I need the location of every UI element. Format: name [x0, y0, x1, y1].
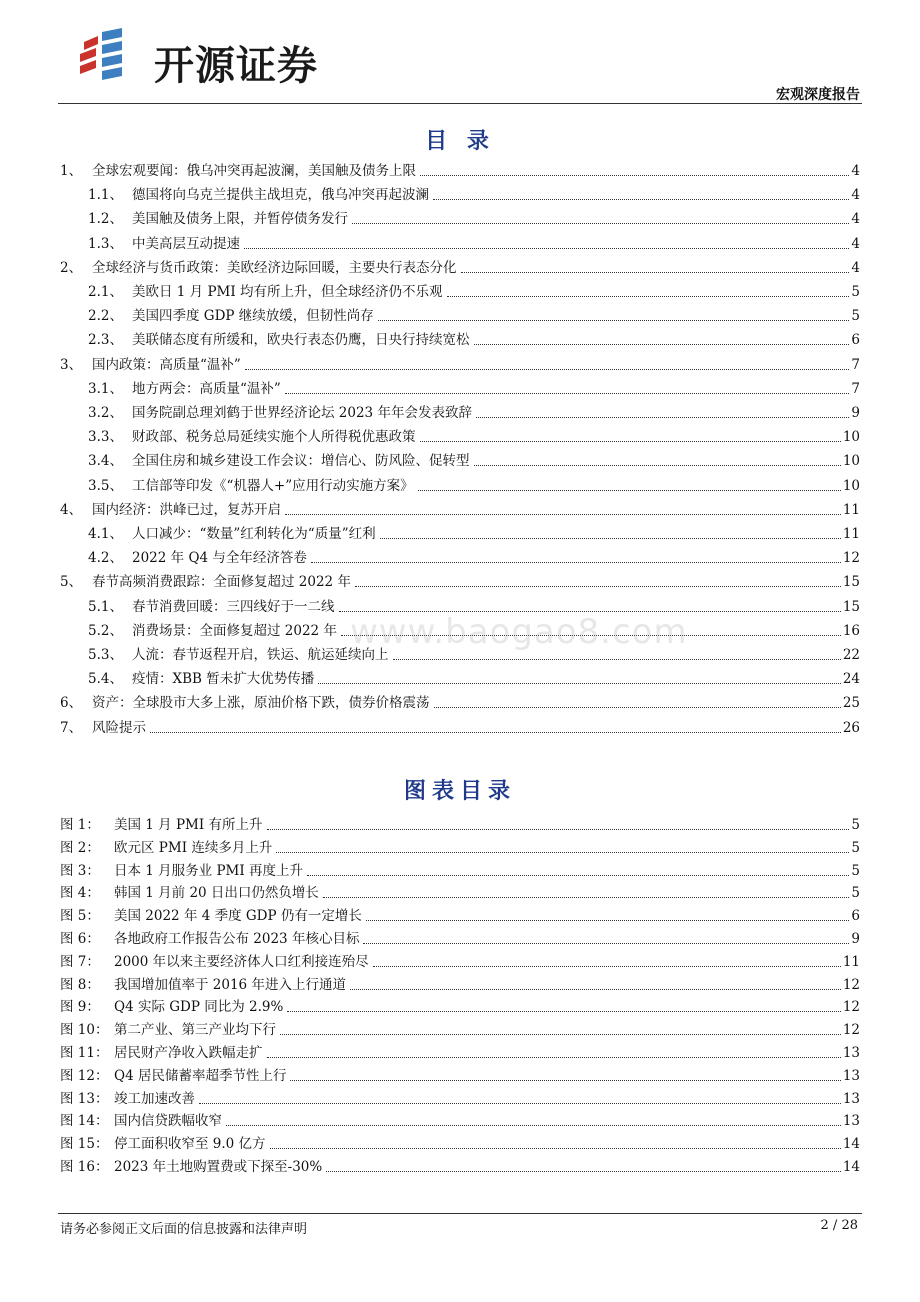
toc-entry[interactable]	[88, 378, 860, 398]
entry-number: 图 9：	[60, 999, 100, 1016]
entry-title: 美联储态度有所缓和，欧央行表态仍鹰，日央行持续宽松	[132, 332, 470, 349]
entry-number: 图 1：	[60, 817, 100, 833]
entry-page: 4	[851, 187, 860, 204]
dot-leader	[280, 1033, 841, 1035]
entry-page: 9	[851, 931, 860, 947]
entry-page: 24	[842, 671, 860, 688]
entry-page: 10	[842, 429, 860, 446]
toc-entry[interactable]	[88, 668, 860, 688]
entry-title: 消费场景：全面修复超过 2022 年	[132, 622, 337, 639]
figure-entry[interactable]	[60, 951, 860, 971]
entry-page: 4	[851, 259, 860, 276]
entry-title: 地方两会：高质量“温补”	[132, 380, 281, 397]
entry-number: 图 15：	[60, 1136, 109, 1153]
entry-title: 韩国 1 月前 20 日出口仍然负增长	[114, 885, 319, 902]
entry-title: 全球宏观要闻：俄乌冲突再起波澜，美国触及债务上限	[92, 163, 416, 179]
entry-title: 全国住房和城乡建设工作会议：增信心、防风险、促转型	[132, 453, 470, 470]
dot-leader	[433, 198, 849, 200]
entry-page: 5	[851, 862, 860, 879]
figure-entry[interactable]	[60, 860, 860, 880]
entry-title: 2000 年以来主要经济体人口红利接连殆尽	[114, 953, 369, 970]
entry-page: 6	[851, 908, 860, 925]
dot-leader	[287, 1010, 841, 1012]
entry-number: 2.2、	[88, 308, 123, 325]
entry-number: 3.1、	[88, 380, 123, 397]
entry-page: 12	[842, 550, 860, 567]
dot-leader	[366, 919, 850, 921]
dot-leader	[373, 965, 841, 967]
figure-entry[interactable]	[60, 814, 860, 834]
dot-leader	[363, 942, 849, 944]
toc-entry[interactable]	[88, 450, 860, 470]
footer-disclaimer: 请务必参阅正文后面的信息披露和法律声明	[60, 1222, 308, 1237]
entry-number: 4.1、	[88, 526, 123, 542]
entry-page: 11	[842, 501, 860, 518]
toc-entry[interactable]	[88, 523, 860, 543]
entry-page: 14	[842, 1159, 860, 1175]
dot-leader	[318, 682, 841, 684]
toc-entry[interactable]	[88, 184, 860, 204]
toc-entry[interactable]	[60, 571, 860, 591]
entry-title: 停工面积收窄至 9.0 亿方	[114, 1136, 266, 1153]
toc-entry[interactable]	[60, 692, 860, 712]
entry-page: 25	[842, 695, 860, 712]
entry-title: 美国触及债务上限，并暂停债务发行	[132, 211, 348, 228]
entry-page: 5	[851, 817, 860, 833]
entry-number: 图 8：	[60, 976, 100, 993]
entry-title: 各地政府工作报告公布 2023 年核心目标	[114, 931, 360, 947]
dot-leader	[326, 1170, 841, 1172]
entry-number: 图 13：	[60, 1090, 109, 1107]
entry-number: 5.2、	[88, 622, 123, 639]
figure-entry[interactable]	[60, 928, 860, 948]
entry-title: 人流：春节返程开启，铁运、航运延续向上	[132, 647, 389, 663]
dot-leader	[420, 440, 841, 442]
entry-title: Q4 实际 GDP 同比为 2.9%	[114, 999, 284, 1016]
entry-title: 德国将向乌克兰提供主战坦克，俄乌冲突再起波澜	[132, 187, 429, 204]
entry-page: 12	[842, 976, 860, 993]
entry-page: 4	[851, 235, 860, 252]
dot-leader	[270, 1147, 841, 1149]
entry-title: 春节消费回暖：三四线好于一二线	[132, 598, 335, 615]
figure-entry[interactable]	[60, 882, 860, 902]
entry-title: 美国 2022 年 4 季度 GDP 仍有一定增长	[114, 908, 362, 925]
entry-number: 图 6：	[60, 931, 100, 947]
figure-entry[interactable]	[60, 905, 860, 925]
entry-title: 美国 1 月 PMI 有所上升	[114, 817, 263, 833]
entry-title: 工信部等印发《“机器人+”应用行动实施方案》	[132, 477, 414, 494]
dot-leader	[418, 489, 841, 491]
entry-number: 6、	[60, 695, 83, 712]
logo-mark-icon	[76, 28, 146, 88]
dot-leader	[276, 851, 849, 853]
entry-number: 图 4：	[60, 885, 100, 902]
dot-leader	[285, 392, 850, 394]
figure-entry[interactable]	[60, 974, 860, 994]
dot-leader	[420, 174, 849, 176]
toc-entry[interactable]	[60, 354, 860, 374]
entry-page: 13	[842, 1045, 860, 1061]
entry-number: 图 2：	[60, 839, 100, 856]
entry-page: 5	[851, 284, 860, 300]
dot-leader	[447, 295, 850, 297]
figure-entry[interactable]	[60, 1110, 860, 1130]
entry-page: 16	[842, 622, 860, 639]
entry-number: 图 16：	[60, 1159, 109, 1175]
entry-page: 13	[842, 1113, 860, 1130]
entry-page: 5	[851, 839, 860, 856]
entry-number: 图 3：	[60, 862, 100, 879]
dot-leader	[474, 464, 841, 466]
dot-leader	[226, 1124, 841, 1126]
dot-leader	[461, 271, 850, 273]
header-divider	[58, 103, 862, 104]
figure-entry[interactable]	[60, 1042, 860, 1062]
dot-leader	[474, 343, 850, 345]
toc-entry[interactable]	[60, 717, 860, 737]
dot-leader	[393, 658, 841, 660]
entry-title: 国务院副总理刘鹤于世界经济论坛 2023 年年会发表致辞	[132, 405, 472, 421]
entry-title: 美国四季度 GDP 继续放缓，但韧性尚存	[132, 308, 374, 325]
dot-leader	[285, 513, 841, 515]
entry-page: 13	[842, 1090, 860, 1107]
dot-leader	[267, 828, 850, 830]
entry-page: 11	[842, 526, 860, 542]
toc-entry[interactable]	[60, 499, 860, 519]
entry-title: 国内信贷跌幅收窄	[114, 1113, 222, 1130]
entry-title: 2022 年 Q4 与全年经济答卷	[132, 550, 307, 567]
toc-entry[interactable]	[60, 160, 860, 180]
dot-leader	[290, 1079, 840, 1081]
entry-title: 国内经济：洪峰已过，复苏开启	[92, 501, 281, 518]
dot-leader	[434, 706, 841, 708]
entry-title: 春节高频消费跟踪：全面修复超过 2022 年	[92, 574, 351, 591]
dot-leader	[378, 319, 850, 321]
toc-entry[interactable]	[88, 208, 860, 228]
entry-number: 图 11：	[60, 1045, 109, 1061]
entry-number: 5.3、	[88, 647, 123, 663]
entry-title: 欧元区 PMI 连续多月上升	[114, 839, 273, 856]
entry-number: 7、	[60, 719, 83, 736]
figure-entry[interactable]	[60, 837, 860, 857]
entry-title: 疫情：XBB 暂未扩大优势传播	[132, 671, 315, 688]
toc-entry[interactable]	[88, 305, 860, 325]
entry-page: 11	[842, 953, 860, 970]
entry-number: 3.5、	[88, 477, 123, 494]
entry-title: 国内政策：高质量“温补”	[92, 356, 241, 373]
figure-entry[interactable]	[60, 996, 860, 1016]
entry-page: 12	[842, 1022, 860, 1039]
entry-number: 2.3、	[88, 332, 123, 349]
toc-entry[interactable]	[88, 475, 860, 495]
entry-number: 3.4、	[88, 453, 123, 470]
company-logo	[76, 28, 386, 88]
entry-title: 财政部、税务总局延续实施个人所得税优惠政策	[132, 429, 416, 446]
entry-number: 3.3、	[88, 429, 123, 446]
dot-leader	[352, 222, 849, 224]
brand-name: 开源证券	[154, 43, 318, 89]
entry-title: 风险提示	[92, 719, 146, 736]
entry-title: 我国增加值率于 2016 年进入上行通道	[114, 976, 346, 993]
dot-leader	[245, 368, 850, 370]
entry-page: 9	[851, 405, 860, 421]
entry-page: 10	[842, 477, 860, 494]
toc-entry[interactable]	[60, 257, 860, 277]
toc-entry[interactable]	[88, 426, 860, 446]
report-type-label: 宏观深度报告	[776, 87, 860, 103]
entry-page: 5	[851, 308, 860, 325]
entry-page: 22	[842, 647, 860, 663]
entry-number: 图 10：	[60, 1022, 109, 1039]
entry-title: 竣工加速改善	[114, 1090, 195, 1107]
dot-leader	[476, 416, 849, 418]
entry-title: 中美高层互动提速	[132, 235, 240, 252]
entry-number: 1.1、	[88, 187, 123, 204]
toc-entry[interactable]	[88, 402, 860, 422]
dot-leader	[199, 1102, 841, 1104]
entry-number: 4.2、	[88, 550, 123, 567]
page-number: 2 / 28	[820, 1218, 858, 1233]
entry-number: 图 7：	[60, 953, 100, 970]
entry-number: 5、	[60, 574, 83, 591]
dot-leader	[380, 537, 841, 539]
entry-number: 图 12：	[60, 1067, 109, 1084]
entry-title: 人口减少：“数量”红利转化为“质量”红利	[132, 526, 376, 542]
watermark: www.baogao8.com	[350, 612, 688, 652]
toc-entry[interactable]	[88, 233, 860, 253]
figures-title: 图表目录	[403, 778, 516, 804]
entry-number: 1.3、	[88, 235, 123, 252]
entry-page: 14	[842, 1136, 860, 1153]
footer-divider	[58, 1213, 862, 1214]
entry-title: 居民财产净收入跌幅走扩	[114, 1045, 263, 1061]
entry-number: 2、	[60, 259, 83, 276]
entry-number: 4、	[60, 501, 83, 518]
entry-title: 2023 年土地购置费或下探至-30%	[114, 1159, 323, 1175]
entry-number: 1.2、	[88, 211, 123, 228]
entry-number: 3、	[60, 356, 83, 373]
figure-entry[interactable]	[60, 1088, 860, 1108]
entry-number: 1、	[60, 163, 83, 179]
entry-title: 日本 1 月服务业 PMI 再度上升	[114, 862, 303, 879]
dot-leader	[355, 585, 841, 587]
entry-number: 2.1、	[88, 284, 123, 300]
toc-entry[interactable]	[88, 547, 860, 567]
entry-page: 7	[851, 380, 860, 397]
entry-page: 15	[842, 598, 860, 615]
entry-number: 5.4、	[88, 671, 123, 688]
figure-entry[interactable]	[60, 1133, 860, 1153]
entry-page: 13	[842, 1067, 860, 1084]
entry-title: Q4 居民储蓄率超季节性上行	[114, 1067, 287, 1084]
dot-leader	[244, 247, 849, 249]
figure-entry[interactable]	[60, 1156, 860, 1176]
dot-leader	[267, 1056, 841, 1058]
toc-entry[interactable]	[88, 281, 860, 301]
dot-leader	[150, 731, 841, 733]
entry-page: 4	[851, 211, 860, 228]
page-header	[58, 0, 862, 104]
toc-entry[interactable]	[88, 329, 860, 349]
dot-leader	[307, 874, 849, 876]
dot-leader	[311, 561, 841, 563]
entry-page: 5	[851, 885, 860, 902]
entry-page: 6	[851, 332, 860, 349]
entry-page: 4	[851, 163, 860, 179]
dot-leader	[323, 896, 849, 898]
entry-page: 7	[851, 356, 860, 373]
entry-page: 10	[842, 453, 860, 470]
entry-number: 图 5：	[60, 908, 100, 925]
dot-leader	[350, 988, 841, 990]
entry-title: 资产：全球股市大多上涨，原油价格下跌，债券价格震荡	[92, 695, 430, 712]
entry-page: 12	[842, 999, 860, 1016]
entry-number: 图 14：	[60, 1113, 109, 1130]
toc-title: 目 录	[425, 128, 495, 154]
entry-number: 3.2、	[88, 405, 123, 421]
entry-page: 15	[842, 574, 860, 591]
entry-title: 全球经济与货币政策：美欧经济边际回暖，主要央行表态分化	[92, 259, 457, 276]
entry-number: 5.1、	[88, 598, 123, 615]
figure-entry[interactable]	[60, 1065, 860, 1085]
figure-entry[interactable]	[60, 1019, 860, 1039]
entry-title: 第二产业、第三产业均下行	[114, 1022, 276, 1039]
entry-title: 美欧日 1 月 PMI 均有所上升，但全球经济仍不乐观	[132, 284, 443, 300]
entry-page: 26	[842, 719, 860, 736]
